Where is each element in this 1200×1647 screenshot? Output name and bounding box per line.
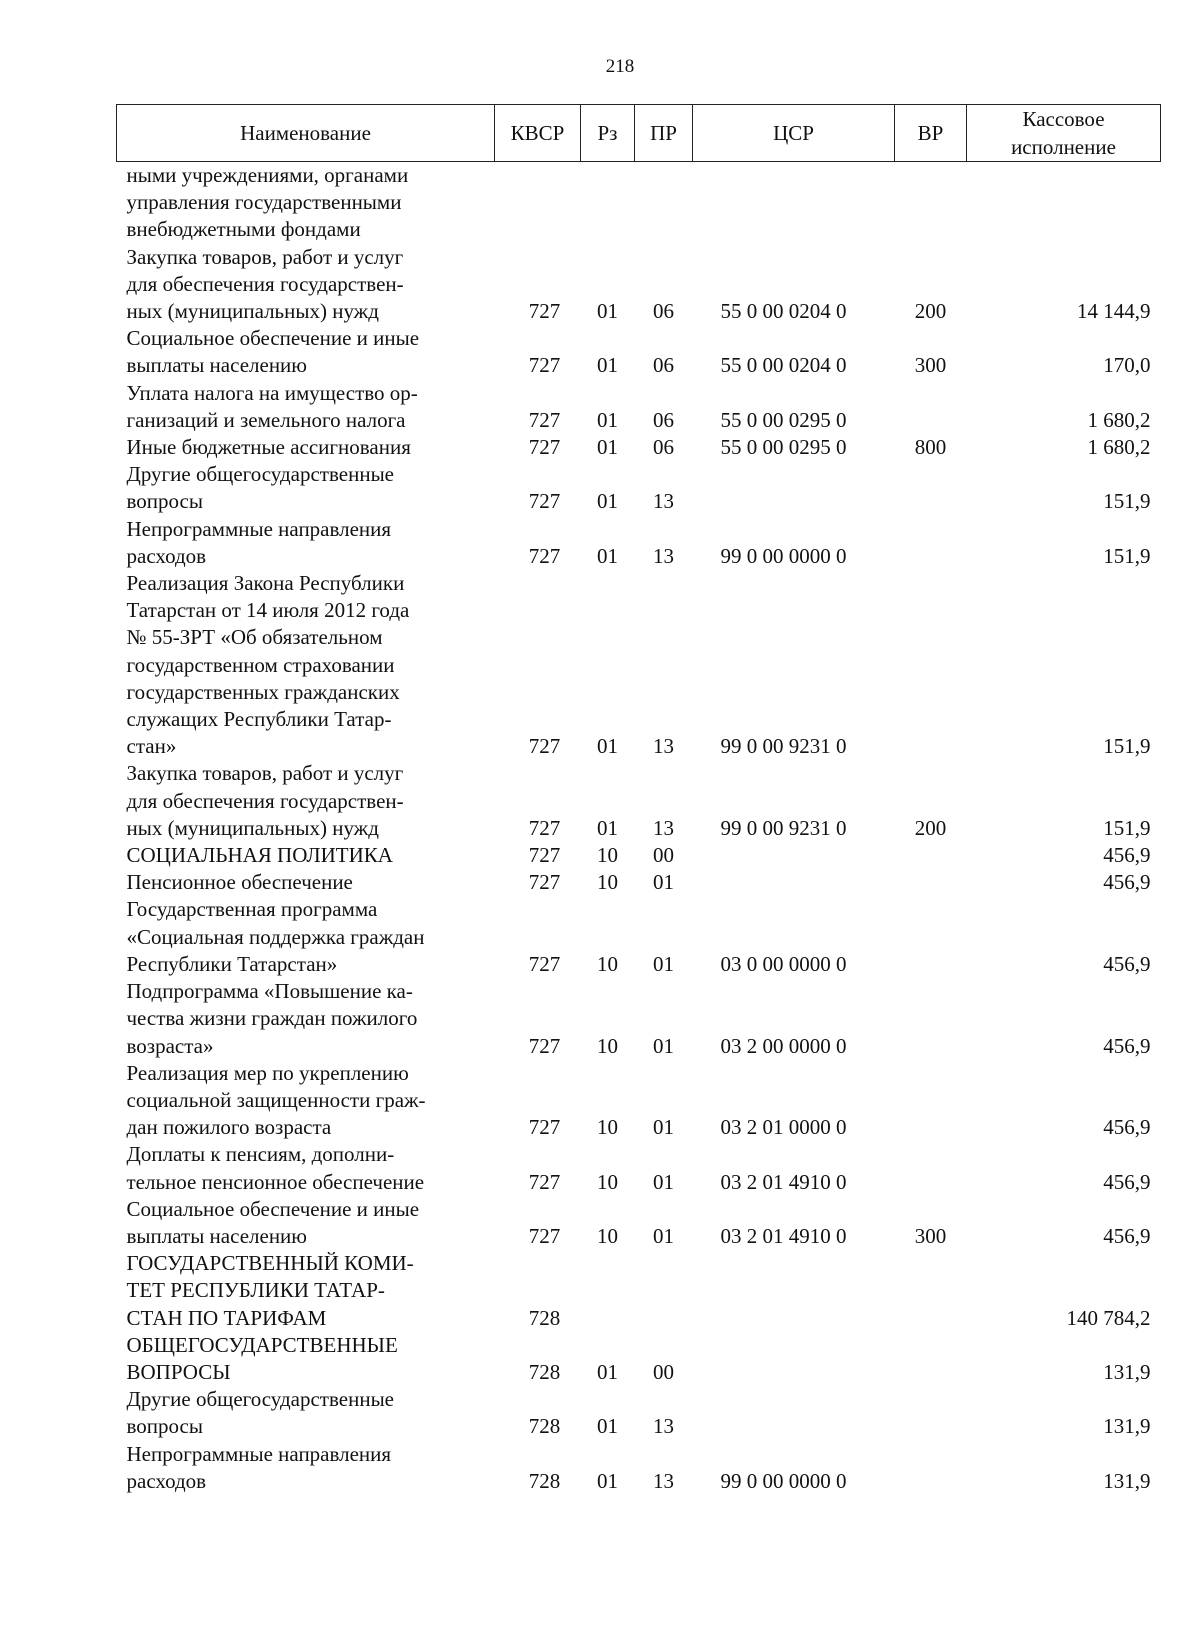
cell-vr [895, 461, 967, 515]
table-row [117, 1060, 1161, 1142]
name-line: социальной защищенности граж- [126, 1087, 426, 1112]
cell-csr: 99 0 00 9231 0 [720, 734, 847, 759]
cell-kvsr: 727 [528, 299, 561, 324]
cell-rz: 01 [597, 1414, 618, 1439]
cell-rz: 01 [597, 407, 618, 432]
cell-sum: 456,9 [1103, 1169, 1151, 1194]
name-line: дан пожилого возраста [126, 1115, 332, 1140]
cell-csr: 03 2 01 4910 0 [720, 1169, 847, 1194]
cell-rz: 01 [597, 543, 618, 568]
cell-kvsr: 727 [528, 843, 561, 868]
cell-csr: 55 0 00 0204 0 [720, 353, 847, 378]
cell-name [117, 570, 495, 760]
name-line: Социальное обеспечение и иные [126, 326, 420, 351]
name-line: Реализация Закона Республики [126, 571, 405, 596]
cell-name [117, 516, 495, 570]
cell-pr: 13 [653, 1414, 674, 1439]
name-line: СТАН ПО ТАРИФАМ [126, 1305, 327, 1330]
table-row [117, 162, 1161, 244]
cell-name [117, 380, 495, 434]
cell-name [117, 842, 495, 869]
name-line: государственных гражданских [126, 679, 400, 704]
name-line: расходов [126, 1468, 207, 1493]
cell-sum [967, 162, 1161, 244]
header-pr: ПР [635, 105, 693, 162]
cell-rz [581, 1250, 635, 1332]
cell-pr: 06 [653, 299, 674, 324]
name-line: Закупка товаров, работ и услуг [126, 244, 404, 269]
name-line: ных (муниципальных) нужд [126, 299, 379, 324]
name-line: Доплаты к пенсиям, дополни- [126, 1142, 395, 1167]
cell-sum: 456,9 [1103, 1115, 1151, 1140]
cell-vr [895, 1332, 967, 1386]
name-line: № 55-ЗРТ «Об обязательном [126, 625, 383, 650]
cell-sum: 456,9 [1103, 870, 1151, 895]
cell-rz: 01 [597, 489, 618, 514]
cell-csr [693, 162, 895, 244]
name-line: Реализация мер по укреплению [126, 1060, 409, 1085]
cell-kvsr [495, 162, 581, 244]
header-kvsr: КВСР [495, 105, 581, 162]
cell-vr [895, 1386, 967, 1440]
cell-pr: 06 [653, 353, 674, 378]
cell-name [117, 434, 495, 461]
cell-kvsr: 727 [528, 951, 561, 976]
cell-kvsr: 728 [528, 1305, 561, 1330]
cell-vr [895, 1250, 967, 1332]
cell-csr [693, 869, 895, 896]
cell-name [117, 1441, 495, 1495]
cell-vr [895, 162, 967, 244]
name-line: Закупка товаров, работ и услуг [126, 761, 404, 786]
budget-table [116, 104, 1161, 1495]
name-line: внебюджетными фондами [126, 217, 361, 242]
cell-name [117, 896, 495, 978]
cell-rz [581, 162, 635, 244]
cell-name [117, 869, 495, 896]
table-row [117, 978, 1161, 1060]
cell-pr: 01 [653, 1223, 674, 1248]
name-line: управления государственными [126, 190, 402, 215]
table-row [117, 1250, 1161, 1332]
cell-sum: 140 784,2 [1066, 1305, 1151, 1330]
cell-vr [895, 869, 967, 896]
cell-pr: 06 [653, 435, 674, 460]
name-line: тельное пенсионное обеспечение [126, 1169, 425, 1194]
cell-pr: 01 [653, 1169, 674, 1194]
table-header [117, 105, 1161, 162]
cell-pr: 01 [653, 951, 674, 976]
table-row [117, 570, 1161, 760]
cell-vr: 200 [914, 299, 947, 324]
name-line: возраста» [126, 1033, 214, 1058]
name-line: Подпрограмма «Повышение ка- [126, 979, 413, 1004]
name-line: чества жизни граждан пожилого [126, 1006, 418, 1031]
table-row [117, 434, 1161, 461]
cell-name [117, 461, 495, 515]
cell-sum: 131,9 [1103, 1414, 1151, 1439]
name-line: ными учреждениями, органами [126, 163, 409, 187]
cell-sum: 1 680,2 [1087, 435, 1151, 460]
cell-pr [635, 162, 693, 244]
name-line: выплаты населению [126, 353, 307, 378]
cell-name [117, 978, 495, 1060]
name-line: вопросы [126, 489, 203, 514]
header-sum [967, 105, 1161, 162]
cell-csr [693, 1332, 895, 1386]
page-number: 218 [605, 56, 635, 77]
table-row [117, 1141, 1161, 1195]
cell-csr: 03 0 00 0000 0 [720, 951, 847, 976]
cell-rz: 01 [597, 1468, 618, 1493]
header-vr: ВР [895, 105, 967, 162]
cell-pr: 13 [653, 1468, 674, 1493]
name-line: Другие общегосударственные [126, 462, 395, 487]
cell-csr: 55 0 00 0295 0 [720, 435, 847, 460]
cell-csr: 03 2 01 4910 0 [720, 1223, 847, 1248]
table-row [117, 842, 1161, 869]
name-line: ОБЩЕГОСУДАРСТВЕННЫЕ [126, 1332, 398, 1357]
table-row [117, 325, 1161, 379]
name-line: «Социальная поддержка граждан [126, 924, 425, 949]
cell-csr [693, 1250, 895, 1332]
cell-pr: 13 [653, 815, 674, 840]
cell-sum: 14 144,9 [1077, 299, 1151, 324]
cell-kvsr: 727 [528, 815, 561, 840]
cell-pr: 13 [653, 489, 674, 514]
cell-vr [895, 1141, 967, 1195]
cell-name [117, 760, 495, 842]
table-row [117, 380, 1161, 434]
table-row [117, 869, 1161, 896]
cell-vr: 300 [914, 1223, 947, 1248]
cell-rz: 10 [597, 843, 618, 868]
cell-kvsr: 727 [528, 543, 561, 568]
cell-vr [895, 978, 967, 1060]
cell-rz: 10 [597, 1115, 618, 1140]
cell-kvsr: 727 [528, 435, 561, 460]
cell-kvsr: 727 [528, 1223, 561, 1248]
name-line: служащих Республики Татар- [126, 707, 392, 732]
name-line: Уплата налога на имущество ор- [126, 380, 418, 405]
cell-sum: 456,9 [1103, 1033, 1151, 1058]
name-line: ных (муниципальных) нужд [126, 815, 379, 840]
cell-vr [895, 516, 967, 570]
cell-csr: 99 0 00 0000 0 [720, 543, 847, 568]
table-row [117, 461, 1161, 515]
name-line: Пенсионное обеспечение [126, 870, 353, 895]
cell-sum: 151,9 [1103, 734, 1151, 759]
cell-pr: 13 [653, 734, 674, 759]
header-rz: Рз [581, 105, 635, 162]
name-line: расходов [126, 543, 207, 568]
cell-kvsr: 727 [528, 353, 561, 378]
table-row [117, 516, 1161, 570]
cell-sum: 151,9 [1103, 489, 1151, 514]
name-line: Непрограммные направления [126, 516, 392, 541]
cell-pr [635, 1250, 693, 1332]
name-line: Иные бюджетные ассигнования [126, 435, 411, 460]
cell-rz: 01 [597, 734, 618, 759]
cell-kvsr: 727 [528, 489, 561, 514]
name-line: Непрограммные направления [126, 1441, 392, 1466]
header-name: Наименование [117, 105, 495, 162]
cell-rz: 01 [597, 815, 618, 840]
cell-csr: 55 0 00 0295 0 [720, 407, 847, 432]
cell-sum: 456,9 [1103, 951, 1151, 976]
cell-name [117, 1250, 495, 1332]
name-line: Республики Татарстан» [126, 951, 338, 976]
table-body [117, 162, 1161, 1495]
cell-rz: 10 [597, 1223, 618, 1248]
name-line: государственном страховании [126, 652, 395, 677]
table-row [117, 1441, 1161, 1495]
header-sum-line1: Кассовое [1022, 107, 1105, 131]
name-line: выплаты населению [126, 1223, 307, 1248]
cell-name [117, 244, 495, 326]
cell-sum: 456,9 [1103, 843, 1151, 868]
cell-pr: 00 [653, 843, 674, 868]
cell-sum: 131,9 [1103, 1359, 1151, 1384]
cell-rz: 10 [597, 951, 618, 976]
name-line: Социальное обеспечение и иные [126, 1196, 420, 1221]
table-row [117, 760, 1161, 842]
cell-pr: 01 [653, 870, 674, 895]
cell-kvsr: 728 [528, 1359, 561, 1384]
cell-name [117, 1332, 495, 1386]
cell-sum: 170,0 [1103, 353, 1151, 378]
cell-pr: 06 [653, 407, 674, 432]
cell-name [117, 1196, 495, 1250]
cell-vr [895, 570, 967, 760]
table-row [117, 896, 1161, 978]
cell-kvsr: 727 [528, 870, 561, 895]
cell-pr: 00 [653, 1359, 674, 1384]
name-line: для обеспечения государствен- [126, 271, 404, 296]
cell-csr [693, 842, 895, 869]
cell-kvsr: 728 [528, 1468, 561, 1493]
cell-name [117, 1141, 495, 1195]
cell-sum: 151,9 [1103, 815, 1151, 840]
name-line: СОЦИАЛЬНАЯ ПОЛИТИКА [126, 843, 393, 868]
cell-rz: 10 [597, 870, 618, 895]
name-line: ганизаций и земельного налога [126, 407, 406, 432]
cell-sum: 456,9 [1103, 1223, 1151, 1248]
cell-vr [895, 380, 967, 434]
table-row [117, 1386, 1161, 1440]
cell-name [117, 325, 495, 379]
cell-rz: 01 [597, 1359, 618, 1384]
cell-pr: 13 [653, 543, 674, 568]
cell-rz: 01 [597, 435, 618, 460]
cell-vr [895, 896, 967, 978]
cell-rz: 01 [597, 353, 618, 378]
header-sum-line2: исполнение [1011, 135, 1116, 159]
table-row [117, 1196, 1161, 1250]
cell-kvsr: 727 [528, 1033, 561, 1058]
name-line: для обеспечения государствен- [126, 788, 404, 813]
name-line: стан» [126, 734, 177, 759]
name-line: Татарстан от 14 июля 2012 года [126, 598, 410, 623]
name-line: ВОПРОСЫ [126, 1359, 231, 1384]
name-line: Другие общегосударственные [126, 1387, 395, 1412]
cell-kvsr: 727 [528, 1169, 561, 1194]
cell-rz: 01 [597, 299, 618, 324]
cell-rz: 10 [597, 1169, 618, 1194]
cell-kvsr: 727 [528, 734, 561, 759]
cell-kvsr: 727 [528, 1115, 561, 1140]
cell-name [117, 1386, 495, 1440]
name-line: ГОСУДАРСТВЕННЫЙ КОМИ- [126, 1251, 414, 1276]
header-csr: ЦСР [693, 105, 895, 162]
cell-csr [693, 1386, 895, 1440]
cell-csr: 03 2 01 0000 0 [720, 1115, 847, 1140]
cell-vr: 300 [914, 353, 947, 378]
name-line: ТЕТ РЕСПУБЛИКИ ТАТАР- [126, 1278, 385, 1303]
name-line: вопросы [126, 1414, 203, 1439]
cell-name [117, 1060, 495, 1142]
cell-rz: 10 [597, 1033, 618, 1058]
cell-pr: 01 [653, 1115, 674, 1140]
cell-csr: 03 2 00 0000 0 [720, 1033, 847, 1058]
cell-vr: 800 [914, 435, 947, 460]
cell-kvsr: 728 [528, 1414, 561, 1439]
cell-sum: 1 680,2 [1087, 407, 1151, 432]
cell-sum: 131,9 [1103, 1468, 1151, 1493]
cell-csr [693, 461, 895, 515]
table-row [117, 244, 1161, 326]
cell-name [117, 162, 495, 244]
cell-csr: 99 0 00 9231 0 [720, 815, 847, 840]
cell-vr [895, 1441, 967, 1495]
cell-csr: 55 0 00 0204 0 [720, 299, 847, 324]
cell-vr [895, 842, 967, 869]
cell-vr: 200 [914, 815, 947, 840]
cell-vr [895, 1060, 967, 1142]
cell-csr: 99 0 00 0000 0 [720, 1468, 847, 1493]
name-line: Государственная программа [126, 897, 378, 922]
cell-sum: 151,9 [1103, 543, 1151, 568]
table-row [117, 1332, 1161, 1386]
cell-kvsr: 727 [528, 407, 561, 432]
cell-pr: 01 [653, 1033, 674, 1058]
